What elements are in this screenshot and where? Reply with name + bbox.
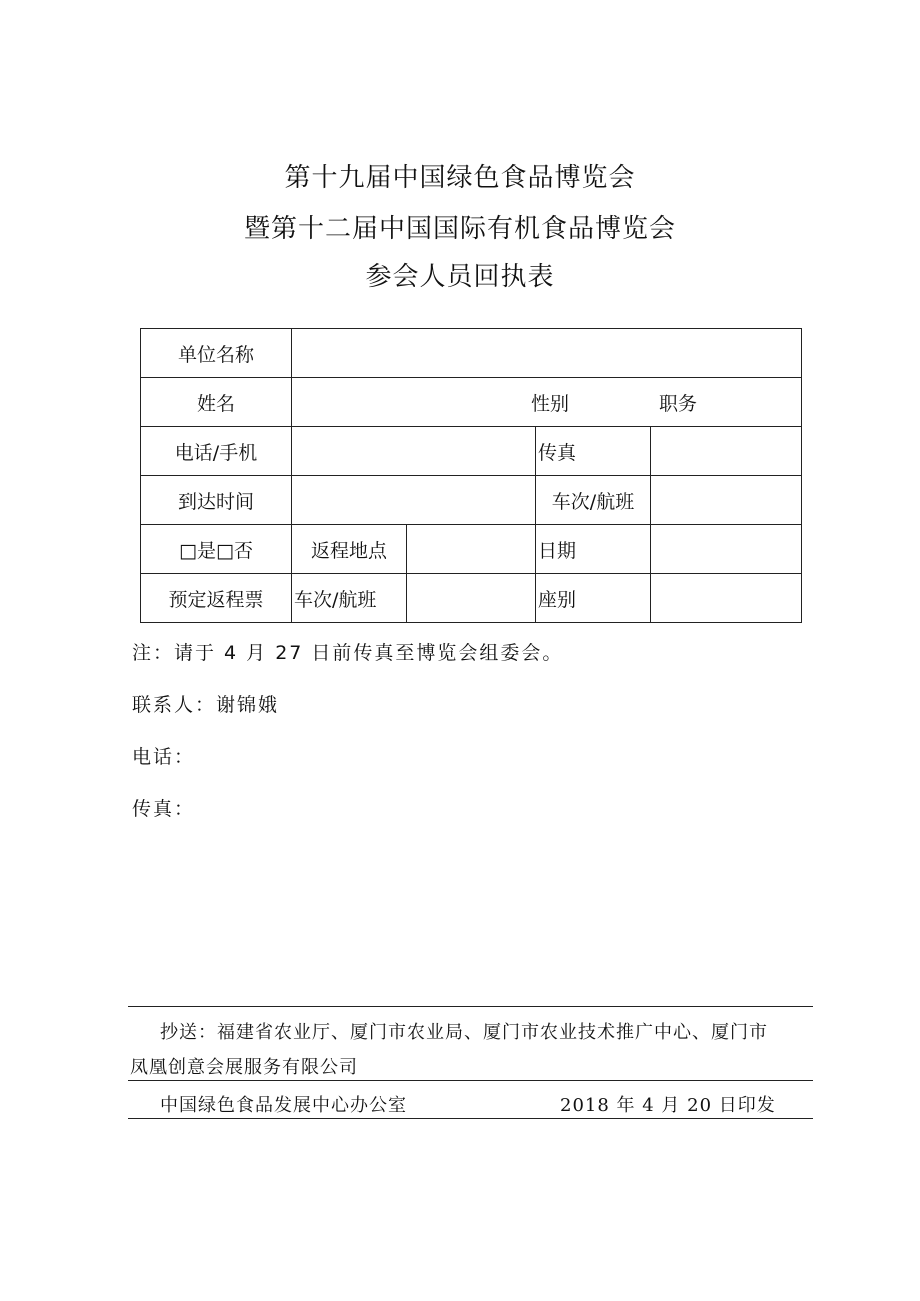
seat-class-field[interactable] <box>651 574 802 623</box>
train-flight-label: 车次/航班 <box>536 476 651 525</box>
gender-label: 性别 <box>530 392 569 415</box>
contact-fax: 传真： <box>132 798 196 820</box>
cc-list-line-1: 抄送：福建省农业厅、厦门市农业局、厦门市农业技术推广中心、厦门市 <box>160 1022 768 1043</box>
arrival-time-label: 到达时间 <box>141 476 292 525</box>
footer-divider-middle <box>128 1080 813 1081</box>
document-title-line-1: 第十九届中国绿色食品博览会 <box>284 163 636 193</box>
return-place-label: 返程地点 <box>292 525 407 574</box>
date-label: 日期 <box>536 525 651 574</box>
registration-form-table <box>140 328 802 623</box>
table-row <box>141 476 802 525</box>
footer-divider-bottom <box>128 1118 813 1119</box>
deadline-note: 注：请于 4 月 27 日前传真至博览会组委会。 <box>132 642 564 664</box>
phone-field[interactable] <box>292 427 536 476</box>
table-row <box>141 329 802 378</box>
return-train-flight-field[interactable] <box>407 574 536 623</box>
table-row <box>141 574 802 623</box>
book-return-ticket-label: 预定返程票 <box>141 574 292 623</box>
fax-label: 传真 <box>536 427 651 476</box>
fax-field[interactable] <box>651 427 802 476</box>
return-place-field[interactable] <box>407 525 536 574</box>
train-flight-field[interactable] <box>651 476 802 525</box>
cc-list-line-2: 凤凰创意会展服务有限公司 <box>130 1057 358 1078</box>
return-train-flight-label: 车次/航班 <box>292 574 407 623</box>
contact-person: 联系人：谢锦娥 <box>132 694 280 716</box>
unit-name-label: 单位名称 <box>141 329 292 378</box>
document-title-line-3: 参会人员回执表 <box>365 262 555 292</box>
phone-label: 电话/手机 <box>141 427 292 476</box>
issue-date: 2018 年 4 月 20 日印发 <box>560 1095 776 1116</box>
seat-class-label: 座别 <box>536 574 651 623</box>
footer-divider-top <box>128 1006 813 1007</box>
contact-phone: 电话： <box>132 746 196 768</box>
date-field[interactable] <box>651 525 802 574</box>
yes-no-checkbox-label[interactable]: □是□否 <box>141 525 292 574</box>
arrival-time-field[interactable] <box>292 476 536 525</box>
issuing-office: 中国绿色食品发展中心办公室 <box>160 1095 407 1116</box>
table-row <box>141 378 802 427</box>
table-row <box>141 525 802 574</box>
unit-name-field[interactable] <box>292 329 802 378</box>
position-label: 职务 <box>659 392 698 415</box>
document-title-line-2: 暨第十二届中国国际有机食品博览会 <box>243 214 676 244</box>
name-label: 姓名 <box>141 378 292 427</box>
name-gender-position-field[interactable] <box>292 378 802 427</box>
table-row <box>141 427 802 476</box>
